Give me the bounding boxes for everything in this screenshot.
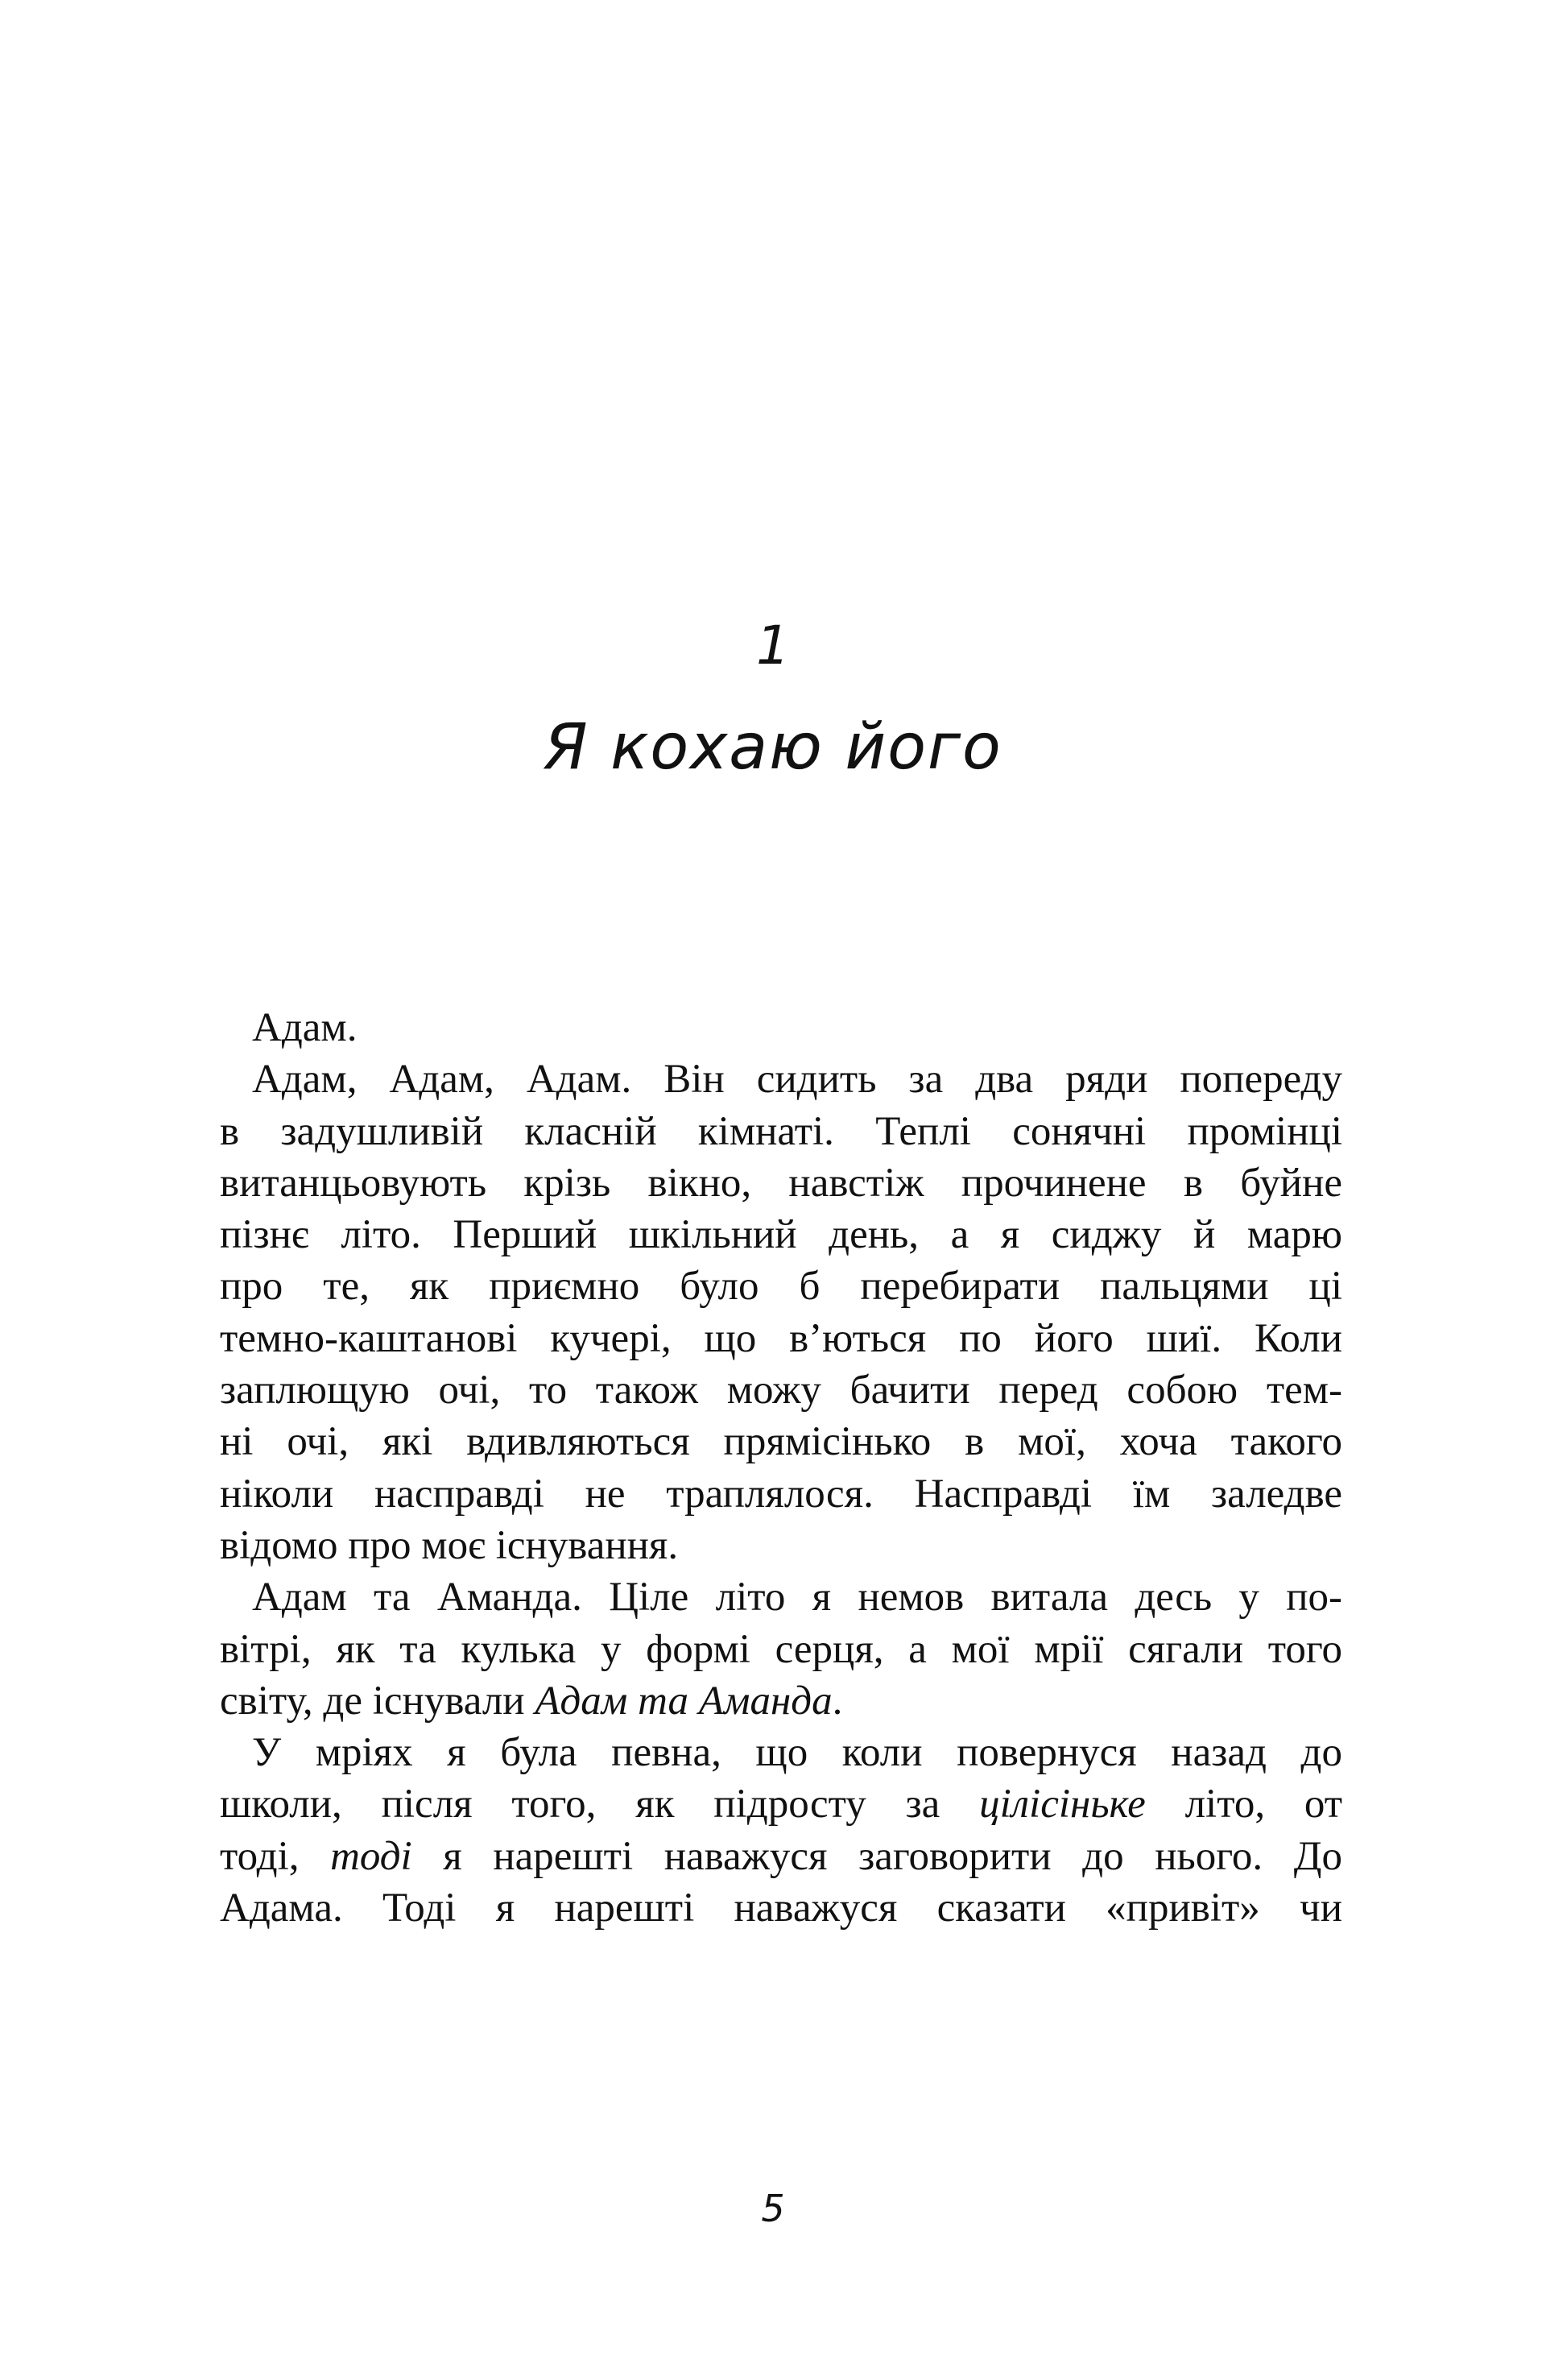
text-line-content [220,1313,1342,1364]
text-line-content [220,1209,1342,1260]
text-line [220,1313,1342,1364]
text-segment: відомо про моє існування. [220,1522,679,1568]
text-segment: тоді, [220,1833,331,1879]
text-line-content [252,1053,1342,1105]
text-segment: темно-каштанові кучері, що в’ються по його шиї. Коли [220,1315,1342,1361]
text-line-content [220,1520,1342,1571]
text-segment: Адама. Тоді я нарешті наважуся сказати «привіт» чи [220,1885,1342,1931]
text-line [220,1675,1342,1727]
text-line-content [220,1106,1342,1157]
chapter-title: Я кохаю його [544,711,1002,784]
text-line [220,1157,1342,1209]
chapter-body-text [220,1002,1342,1934]
text-line-content [220,1882,1342,1934]
text-line [220,1364,1342,1416]
text-line [220,1831,1342,1882]
text-line-content [220,1778,1342,1830]
text-line [220,1053,1342,1105]
text-line [220,1209,1342,1260]
text-segment: пізнє літо. Перший шкільний день, а я сиджу й марю [220,1212,1342,1258]
text-line [220,1468,1342,1520]
text-line [220,1624,1342,1675]
text-segment: У мріях я була певна, що коли повернуся назад до [252,1730,1342,1776]
text-segment: я нарешті наважуся заговорити до нього. До [411,1833,1343,1879]
text-line-content [220,1157,1342,1209]
text-line [220,1778,1342,1830]
text-segment: в задушливій класній кімнаті. Теплі сонячні промінці [220,1108,1342,1154]
text-segment: заплющую очі, то також можу бачити перед собою тем- [220,1368,1342,1414]
text-line [220,1727,1342,1778]
text-line [220,1571,1342,1623]
text-line [220,1520,1342,1571]
text-segment: вітрі, як та кулька у формі серця, а мої мрії сягали того [220,1626,1342,1672]
chapter-number: 1 [756,615,790,677]
italic-emphasis: тоді [330,1833,412,1879]
italic-emphasis: Адам та Аманда [535,1678,833,1724]
text-segment: світу, де існували [220,1678,535,1724]
text-line-content [220,1260,1342,1312]
text-segment: школи, після того, як підросту за [220,1782,980,1827]
text-segment: витанцьовують крізь вікно, навстіж прочинене в буйне [220,1160,1342,1206]
text-segment: ні очі, які вдивляються прямісінько в мої, хоча такого [220,1419,1342,1465]
text-line-content [220,1831,1342,1882]
text-segment: ніколи насправді не траплялося. Насправді їм заледве [220,1471,1342,1517]
text-segment: . [832,1678,843,1724]
text-line-content [220,1416,1342,1467]
text-line-content [220,1624,1342,1675]
text-segment: літо, от [1145,1782,1342,1827]
text-line [220,1002,1342,1053]
text-line-content [252,1727,1342,1778]
text-line-content [220,1675,1342,1727]
text-segment: Адам, Адам, Адам. Він сидить за два ряди попереду [252,1057,1342,1103]
text-line [220,1260,1342,1312]
text-line [220,1882,1342,1934]
italic-emphasis: цілісіньке [979,1782,1146,1827]
text-line-content [252,1002,1342,1053]
text-segment: про те, як приємно було б перебирати пальцями ці [220,1264,1342,1310]
text-segment: Адам та Аманда. Ціле літо я немов витала десь у по- [252,1575,1342,1620]
page-number: 5 [761,2187,785,2230]
text-line-content [220,1468,1342,1520]
text-segment: Адам. [252,1005,358,1050]
text-line [220,1106,1342,1157]
text-line-content [252,1571,1342,1623]
text-line [220,1416,1342,1467]
text-line-content [220,1364,1342,1416]
